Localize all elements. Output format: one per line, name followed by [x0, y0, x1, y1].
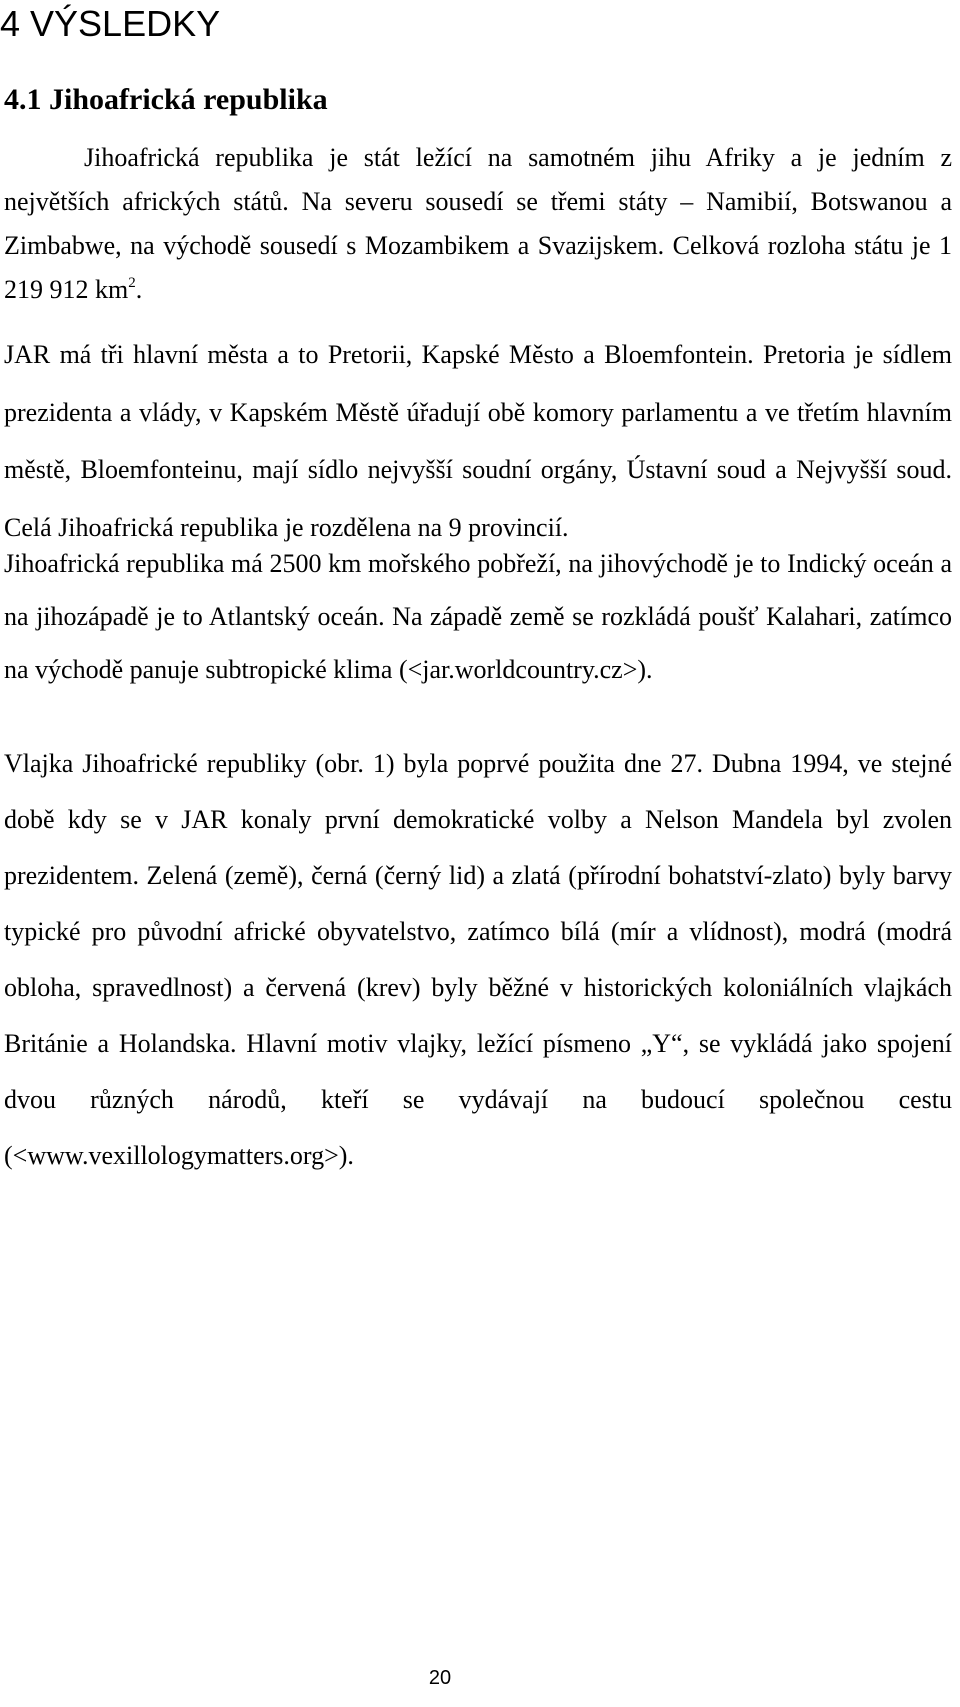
- area-unit-superscript: 2: [128, 275, 136, 291]
- section-heading: 4.1 Jihoafrická republika: [4, 83, 328, 116]
- paragraph-intro-text: Jihoafrická republika je stát ležící na samotném jihu Afriky a je jedním z největších afrických států. Na severu sousedí se třemi státy – Namibií, Botswanou a Zimbabwe, na východě sousedí s Mozambikem a Svazijskem. Celková rozloha státu je 1 219 912 km: [4, 143, 952, 304]
- paragraph-intro: [4, 136, 952, 312]
- paragraph-capitals: JAR má tři hlavní města a to Pretorii, Kapské Město a Bloemfontein. Pretoria je sídlem prezidenta a vlády, v Kapském Městě úřadují obě komory parlamentu a ve třetím hlavním městě, Bloemfonteinu, mají sídlo nejvyšší soudní orgány, Ústavní soud a Nejvyšší soud. Celá Jihoafrická republika je rozdělena na 9 provincií.: [4, 340, 952, 542]
- chapter-heading: 4 VÝSLEDKY: [0, 3, 221, 44]
- paragraph-intro-end: .: [135, 275, 143, 304]
- page-number: 20: [428, 1667, 452, 1689]
- paragraph-flag: Vlajka Jihoafrické republiky (obr. 1) byla poprvé použita dne 27. Dubna 1994, ve stejné době kdy se v JAR konaly první demokratické volby a Nelson Mandela byl zvolen prezidentem. Zelená (země), černá (černý lid) a zlatá (přírodní bohatství-zlato) byly barvy typické pro původní africké obyvatelstvo, zatímco bílá (mír a vlídnost), modrá (modrá obloha, spravedlnost) a červená (krev) byly běžné v historických koloniálních vlajkách Británie a Holandska. Hlavní motiv vlajky, ležící písmeno „Y“, se vykládá jako spojení dvou různých národů, kteří se vydávají na budoucí společnou cestu (<www.vexillologymatters.org>).: [4, 749, 952, 1170]
- paragraph-geography: Jihoafrická republika má 2500 km mořského pobřeží, na jihovýchodě je to Indický oceán a na jihozápadě je to Atlantský oceán. Na západě země se rozkládá poušť Kalahari, zatímco na východě panuje subtropické klima (<jar.worldcountry.cz>).: [4, 549, 952, 684]
